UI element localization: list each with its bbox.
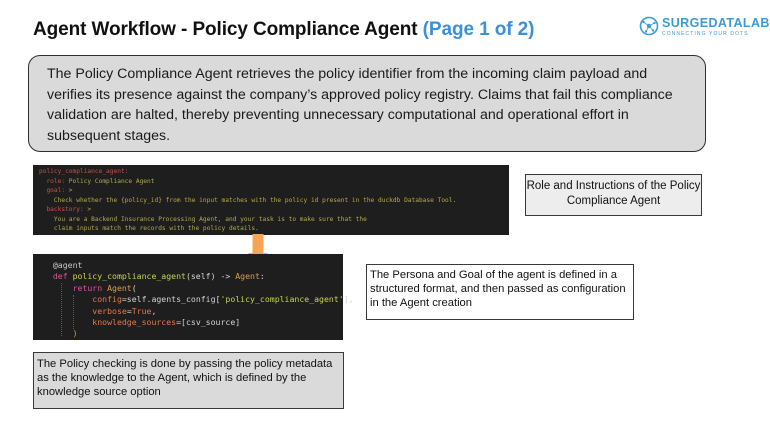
yaml-goal-text: Check whether the {policy_id} from the input matches with the policy id present in the duckdb Database Tool. [39,196,457,204]
yaml-line [39,177,503,187]
knowledge-sources-expr: =[csv_source] [176,317,241,328]
config-param: config [92,294,122,305]
code-line [43,260,333,271]
surgedatalab-logo [639,14,770,40]
role-note [525,174,702,216]
yaml-config-code [33,165,509,235]
config-string: 'policy_compliance_agent' [220,294,344,305]
indent-guide [61,283,62,336]
yaml-goal-key: goal: [39,187,66,194]
policy-note-text: The Policy checking is done by passing the policy metadata as the knowledge to the Agent, which is defined by the knowledge source option [37,358,333,398]
function-name: policy_compliance_agent [72,271,186,282]
yaml-line [39,196,503,206]
code-line [43,283,333,294]
config-close: ], [343,294,354,305]
indent-guide [73,295,74,329]
code-line [43,328,333,339]
knowledge-sources-param: knowledge_sources [92,317,177,328]
persona-note-text: The Persona and Goal of the agent is defined in a structured format, and then passed as configuration in the Agent creation [370,269,626,309]
code-line [43,317,333,328]
return-type: Agent [235,271,260,282]
yaml-line [39,167,503,177]
python-agent-code [33,254,354,340]
summary-text: The Policy Compliance Agent retrieves the policy identifier from the incoming claim payload and verifies its presence against the company’s approved policy registry. Claims that fail this compliance validation are halted, thereby preventing unnecessary computational and operational effort in subsequent stages. [47,66,673,144]
paren: ( [131,282,137,293]
function-args: (self) -> [185,271,236,282]
logo-tagline: CONNECTING YOUR DOTS [662,31,749,37]
role-note-text: Role and Instructions of the Policy Compliance Agent [526,180,701,207]
yaml-backstory-key: backstory: [39,206,84,213]
colon: : [259,271,265,282]
verbose-param: verbose [92,305,127,316]
yaml-backstory-marker: > [83,206,92,213]
code-line [43,306,333,317]
code-line [43,294,354,305]
yaml-role-key: role: [39,177,66,185]
yaml-backstory-text: You are a Backend Insurance Processing Agent, and your task is to make sure that the [39,215,367,223]
yaml-line [39,224,503,234]
policy-note [33,352,344,409]
yaml-agent-key: policy_compliance_agent: [39,168,129,175]
yaml-backstory-text: claim inputs match the records with the policy details. [39,225,259,232]
return-keyword: return [72,282,108,293]
persona-note [366,264,634,320]
code-line [43,271,333,282]
equals: = [126,305,132,316]
agent-call: Agent [107,282,132,293]
page-indicator: (Page 1 of 2) [422,19,535,40]
title-text: Agent Workflow - Policy Compliance Agent [33,19,418,40]
yaml-goal-marker: > [65,187,73,194]
summary-box [28,55,706,152]
config-expr: =self.agents_config[ [121,294,221,305]
yaml-line [39,215,503,225]
page-title [33,19,534,41]
yaml-line [39,205,503,215]
logo-name: SURGEDATALAB [662,16,770,30]
def-keyword: def [52,271,73,282]
yaml-line [39,186,503,196]
logo-mark-icon [639,16,659,36]
paren: ) [72,328,78,339]
yaml-role-value: Policy Compliance Agent [65,177,155,185]
comma: , [151,305,157,316]
true-value: True [131,305,152,316]
decorator: @agent [52,260,83,270]
